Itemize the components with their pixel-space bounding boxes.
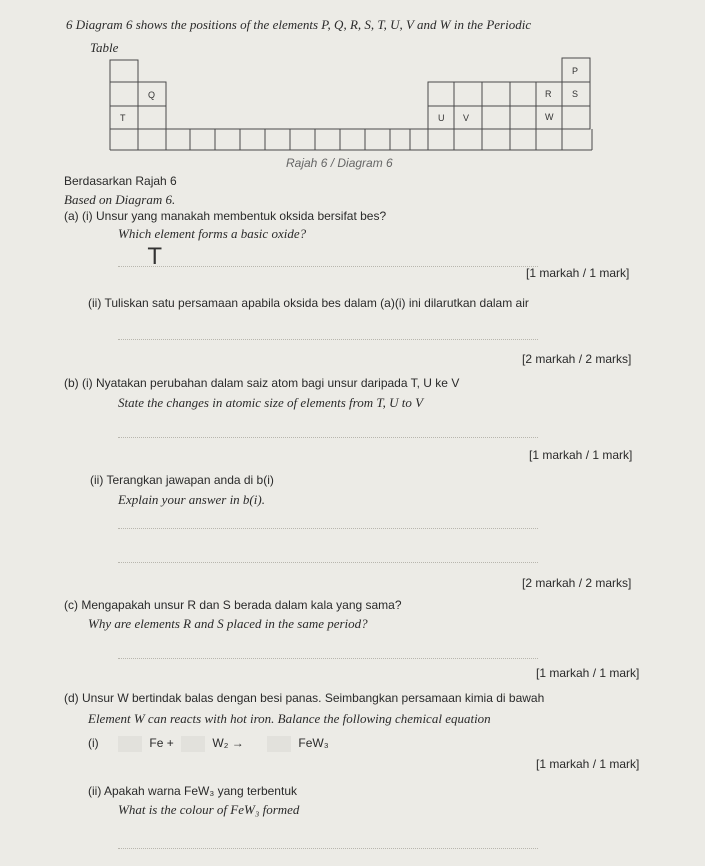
- cell-Q: [138, 82, 166, 106]
- part-d1-marks: [1 markah / 1 mark]: [536, 757, 640, 771]
- part-a2-marks: [2 markah / 2 marks]: [522, 352, 632, 366]
- question-title: 6 Diagram 6 shows the positions of the elements P, Q, R, S, T, U, V and W in the Periodic: [66, 17, 532, 32]
- cell-P: [562, 58, 590, 82]
- cell-period1-group1: [110, 60, 138, 82]
- label-P: P: [572, 66, 579, 76]
- part-b1-marks: [1 markah / 1 mark]: [529, 448, 633, 462]
- part-a1-marks: [1 markah / 1 mark]: [526, 266, 630, 280]
- label-W: W: [545, 112, 554, 122]
- part-b1-question-en: State the changes in atomic size of elements from T, U to V: [118, 395, 424, 410]
- part-d2-question: (ii) Apakah warna FeW₃ yang terbentuk: [88, 784, 297, 798]
- cell-R: [536, 82, 562, 106]
- label-V: V: [463, 113, 470, 123]
- cell-U: [428, 106, 454, 129]
- equation-w2: W₂ →: [212, 736, 244, 751]
- equation-fe: Fe +: [149, 736, 174, 751]
- question-title-cont: Table: [90, 40, 119, 55]
- part-b2-question-en: Explain your answer in b(i).: [118, 492, 265, 507]
- equation-product: FeW₃: [298, 736, 329, 751]
- cell-T: [110, 106, 138, 129]
- part-c-question: (c) Mengapakah unsur R dan S berada dalam kala yang sama?: [64, 598, 402, 612]
- answer-line: [118, 562, 538, 563]
- cell-W: [536, 106, 562, 129]
- label-S: S: [572, 89, 579, 99]
- part-c-question-en: Why are elements R and S placed in the same period?: [88, 616, 368, 631]
- cell-S: [562, 82, 590, 106]
- intro-ms: Berdasarkan Rajah 6: [64, 174, 177, 188]
- coefficient-fe-input[interactable]: [118, 736, 142, 752]
- label-Q: Q: [148, 90, 156, 100]
- part-a2-question: (ii) Tuliskan satu persamaan apabila oksida bes dalam (a)(i) ini dilarutkan dalam air: [88, 296, 529, 310]
- part-d1-label: (i): [88, 736, 99, 751]
- cell-V: [454, 106, 482, 129]
- part-b2-question: (ii) Terangkan jawapan anda di b(i): [90, 473, 274, 487]
- part-a1-answer: T: [148, 245, 162, 270]
- intro-en: Based on Diagram 6.: [64, 192, 176, 207]
- part-d-question-en: Element W can reacts with hot iron. Balance the following chemical equation: [88, 711, 491, 726]
- part-b2-marks: [2 markah / 2 marks]: [522, 576, 632, 590]
- part-b1-question: (b) (i) Nyatakan perubahan dalam saiz atom bagi unsur daripada T, U ke V: [64, 376, 460, 390]
- label-U: U: [438, 113, 445, 123]
- part-a1-question: (a) (i) Unsur yang manakah membentuk oksida bersifat bes?: [64, 209, 387, 223]
- equation: [88, 736, 329, 752]
- answer-line: [118, 266, 538, 267]
- answer-line: [118, 528, 538, 529]
- part-a1-question-en: Which element forms a basic oxide?: [118, 226, 307, 241]
- answer-line: [118, 848, 538, 849]
- answer-line: [118, 339, 538, 340]
- coefficient-w2-input[interactable]: [181, 736, 205, 752]
- part-d2-question-en: What is the colour of FeW₃ formed: [118, 802, 300, 817]
- coefficient-few3-input[interactable]: [267, 736, 291, 752]
- part-c-marks: [1 markah / 1 mark]: [536, 666, 640, 680]
- label-R: R: [545, 89, 552, 99]
- part-d-question: (d) Unsur W bertindak balas dengan besi panas. Seimbangkan persamaan kimia di bawah: [64, 691, 545, 705]
- answer-line: [118, 658, 538, 659]
- diagram-caption: Rajah 6 / Diagram 6: [286, 156, 393, 170]
- label-T: T: [120, 113, 126, 123]
- answer-line: [118, 437, 538, 438]
